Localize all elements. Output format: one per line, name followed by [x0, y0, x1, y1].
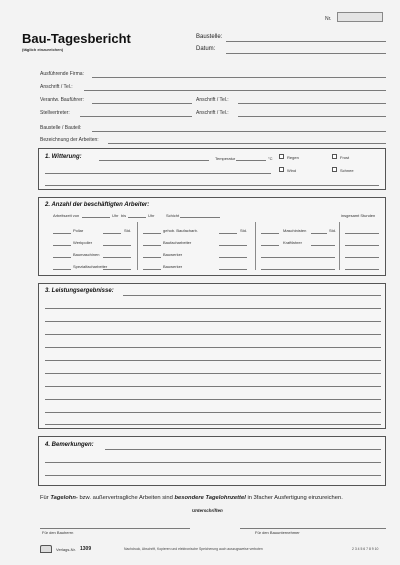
worker-c3-field-2[interactable]	[261, 245, 279, 246]
footer-note-3: bzw. außervertragliche Arbeiten sind	[79, 495, 173, 501]
results-title: 3. Leistungsergebnisse:	[45, 288, 114, 294]
worker-c2-field-4[interactable]	[143, 269, 161, 270]
stellvertreter-label: Stellvertreter:	[40, 110, 70, 116]
wind-checkbox[interactable]	[279, 167, 284, 172]
results-line-3[interactable]	[45, 321, 381, 322]
firma-field[interactable]	[92, 77, 386, 78]
nr-label: Nr.	[325, 16, 332, 22]
celsius-unit: °C	[268, 156, 273, 161]
weather-line-2[interactable]	[45, 173, 271, 174]
worker-c2-hours-1[interactable]	[219, 233, 237, 234]
results-line-4[interactable]	[45, 334, 381, 335]
publisher-logo	[40, 545, 52, 553]
weather-line-1[interactable]	[99, 160, 209, 161]
total-hours-1[interactable]	[345, 233, 379, 234]
worker-c1-field-4[interactable]	[53, 269, 71, 270]
workers-divider-3	[339, 222, 340, 270]
anschrift-right-label: Anschrift / Tel.:	[196, 97, 229, 103]
workers-divider-1	[137, 222, 138, 270]
stellvertreter-field[interactable]	[80, 116, 192, 117]
frost-checkbox[interactable]	[332, 154, 337, 159]
remarks-line-3[interactable]	[45, 475, 381, 476]
wind-label: Wind	[287, 168, 297, 173]
worker-c2-field-2[interactable]	[143, 245, 161, 246]
print-code: 2 3 4 5 6 7 8 9 10	[352, 547, 379, 551]
temperatur-label: Temperatur	[215, 156, 236, 161]
firma-label: Ausführende Firma:	[40, 71, 84, 77]
copyright-note: Nachdruck, Abschrift, Kopieren und elektronische Speicherung auch auszugsweise verboten	[124, 547, 263, 551]
total-hours-2[interactable]	[345, 245, 379, 246]
schicht-label: Schicht	[166, 213, 180, 218]
worker-c1-hours-4[interactable]	[103, 269, 131, 270]
verlag-label: Verlags-Nr.	[56, 547, 76, 552]
results-line-11[interactable]	[45, 424, 381, 425]
footer-note-1: Für	[40, 495, 49, 501]
results-line-1[interactable]	[123, 295, 381, 296]
results-line-7[interactable]	[45, 373, 381, 374]
anschrift-label: Anschrift / Tel.:	[40, 84, 73, 90]
worker-c1-field-1[interactable]	[53, 233, 71, 234]
anschrift-right-field[interactable]	[238, 103, 386, 104]
results-line-2[interactable]	[45, 308, 381, 309]
worker-c1-std-1: Std.	[124, 228, 132, 233]
bauleiter-field[interactable]	[92, 103, 192, 104]
unternehmer-label: Für den Bauunternehmer	[255, 530, 300, 535]
worker-c2-hours-3[interactable]	[219, 257, 247, 258]
remarks-title: 4. Bemerkungen:	[45, 442, 94, 448]
bezeichnung-field[interactable]	[108, 143, 386, 144]
nr-field[interactable]	[337, 12, 383, 22]
worker-c2-field-1[interactable]	[143, 233, 161, 234]
bezeichnung-label: Bezeichnung der Arbeiten:	[40, 137, 99, 143]
bis-label: bis	[121, 213, 127, 218]
datum-label: Datum:	[196, 46, 216, 52]
worker-c1-hours-3[interactable]	[103, 257, 131, 258]
regen-label: Regen	[287, 155, 299, 160]
worker-c3-std-1: Std.	[329, 228, 337, 233]
worker-c1-field-2[interactable]	[53, 245, 71, 246]
worker-c3-hours-1[interactable]	[311, 233, 327, 234]
worker-c1-label-1: Poliar	[73, 228, 84, 233]
schicht-field[interactable]	[180, 217, 220, 218]
worker-c1-hours-2[interactable]	[103, 245, 131, 246]
weather-line-3[interactable]	[45, 185, 379, 186]
results-line-6[interactable]	[45, 360, 381, 361]
remarks-line-2[interactable]	[45, 462, 381, 463]
worker-c2-label-1: gehob. Baufacharb.	[163, 228, 198, 233]
unterschriften-label: Unterschriften	[192, 508, 223, 513]
worker-c2-label-4: Bauwerker	[163, 264, 183, 269]
worker-c2-std-1: Std.	[240, 228, 248, 233]
worker-c1-label-2: Werkpolier	[73, 240, 93, 245]
bauteil-field[interactable]	[92, 131, 386, 132]
schnee-label: Schnee	[340, 168, 354, 173]
schnee-checkbox[interactable]	[332, 167, 337, 172]
bauleiter-label: Verantw. Bauführer:	[40, 97, 84, 103]
form-subtitle: (täglich einzureichen)	[22, 47, 64, 52]
worker-c1-label-4: Spezialfacharbeiter	[73, 264, 108, 269]
worker-c3-label-1: Maschinisten	[283, 228, 307, 233]
results-line-10[interactable]	[45, 412, 381, 413]
worker-c2-hours-2[interactable]	[219, 245, 247, 246]
baustelle-field[interactable]	[226, 41, 386, 42]
results-section	[38, 283, 386, 429]
regen-checkbox[interactable]	[279, 154, 284, 159]
worker-c2-label-3: Bauwerker	[163, 252, 183, 257]
workers-title: 2. Anzahl der beschäftigten Arbeiter:	[45, 202, 150, 208]
arbeitszeit-to[interactable]	[128, 217, 146, 218]
worker-c3-field-4[interactable]	[261, 269, 335, 270]
workers-section	[38, 197, 386, 276]
worker-c2-hours-4[interactable]	[219, 269, 247, 270]
workers-divider-2	[255, 222, 256, 270]
remarks-section	[38, 436, 386, 486]
temperatur-field[interactable]	[236, 160, 266, 161]
anschrift-right2-label: Anschrift / Tel.:	[196, 110, 229, 116]
footer-note-2: Tagelohn-	[50, 495, 78, 501]
arbeitszeit-from[interactable]	[82, 217, 110, 218]
insgesamt-label: insgesamt Stunden	[341, 213, 376, 218]
worker-c1-hours-1[interactable]	[103, 233, 121, 234]
uhr2-label: Uhr	[148, 213, 155, 218]
total-hours-4[interactable]	[345, 269, 379, 270]
worker-c1-field-3[interactable]	[53, 257, 71, 258]
baustelle-label: Baustelle:	[196, 34, 223, 40]
form-number: 1309	[80, 546, 92, 552]
uhr1-label: Uhr	[112, 213, 119, 218]
weather-title: 1. Witterung:	[45, 154, 82, 160]
remarks-line-1[interactable]	[105, 449, 381, 450]
anschrift-field[interactable]	[84, 90, 386, 91]
bauherr-label: Für den Bauherrn	[42, 530, 74, 535]
total-hours-3[interactable]	[345, 257, 379, 258]
worker-c3-field-3[interactable]	[261, 257, 335, 258]
form-title: Bau-Tagesbericht	[22, 31, 131, 46]
worker-c1-label-3: Baumaschinen	[73, 252, 100, 257]
bauteil-label: Baustelle / Bauteil:	[40, 125, 82, 131]
signature-bauherr-line[interactable]	[40, 528, 190, 529]
worker-c2-label-2: Baufacharbeiter	[163, 240, 192, 245]
footer-note-5: in 3facher Ausfertigung einzureichen.	[247, 495, 343, 501]
worker-c3-field-1[interactable]	[261, 233, 279, 234]
arbeitszeit-label: Arbeitszeit von	[53, 213, 80, 218]
worker-c2-field-3[interactable]	[143, 257, 161, 258]
footer-note-4: besondere Tagelohnzettel	[174, 495, 246, 501]
anschrift-right2-field[interactable]	[238, 116, 386, 117]
worker-c3-label-2: Kraftfahrer	[283, 240, 302, 245]
results-line-5[interactable]	[45, 347, 381, 348]
signature-unternehmer-line[interactable]	[240, 528, 386, 529]
results-line-8[interactable]	[45, 386, 381, 387]
datum-field[interactable]	[226, 53, 386, 54]
weather-section	[38, 148, 386, 190]
worker-c3-hours-2[interactable]	[311, 245, 335, 246]
frost-label: Frost	[340, 155, 350, 160]
footer-note	[40, 495, 343, 501]
results-line-9[interactable]	[45, 399, 381, 400]
